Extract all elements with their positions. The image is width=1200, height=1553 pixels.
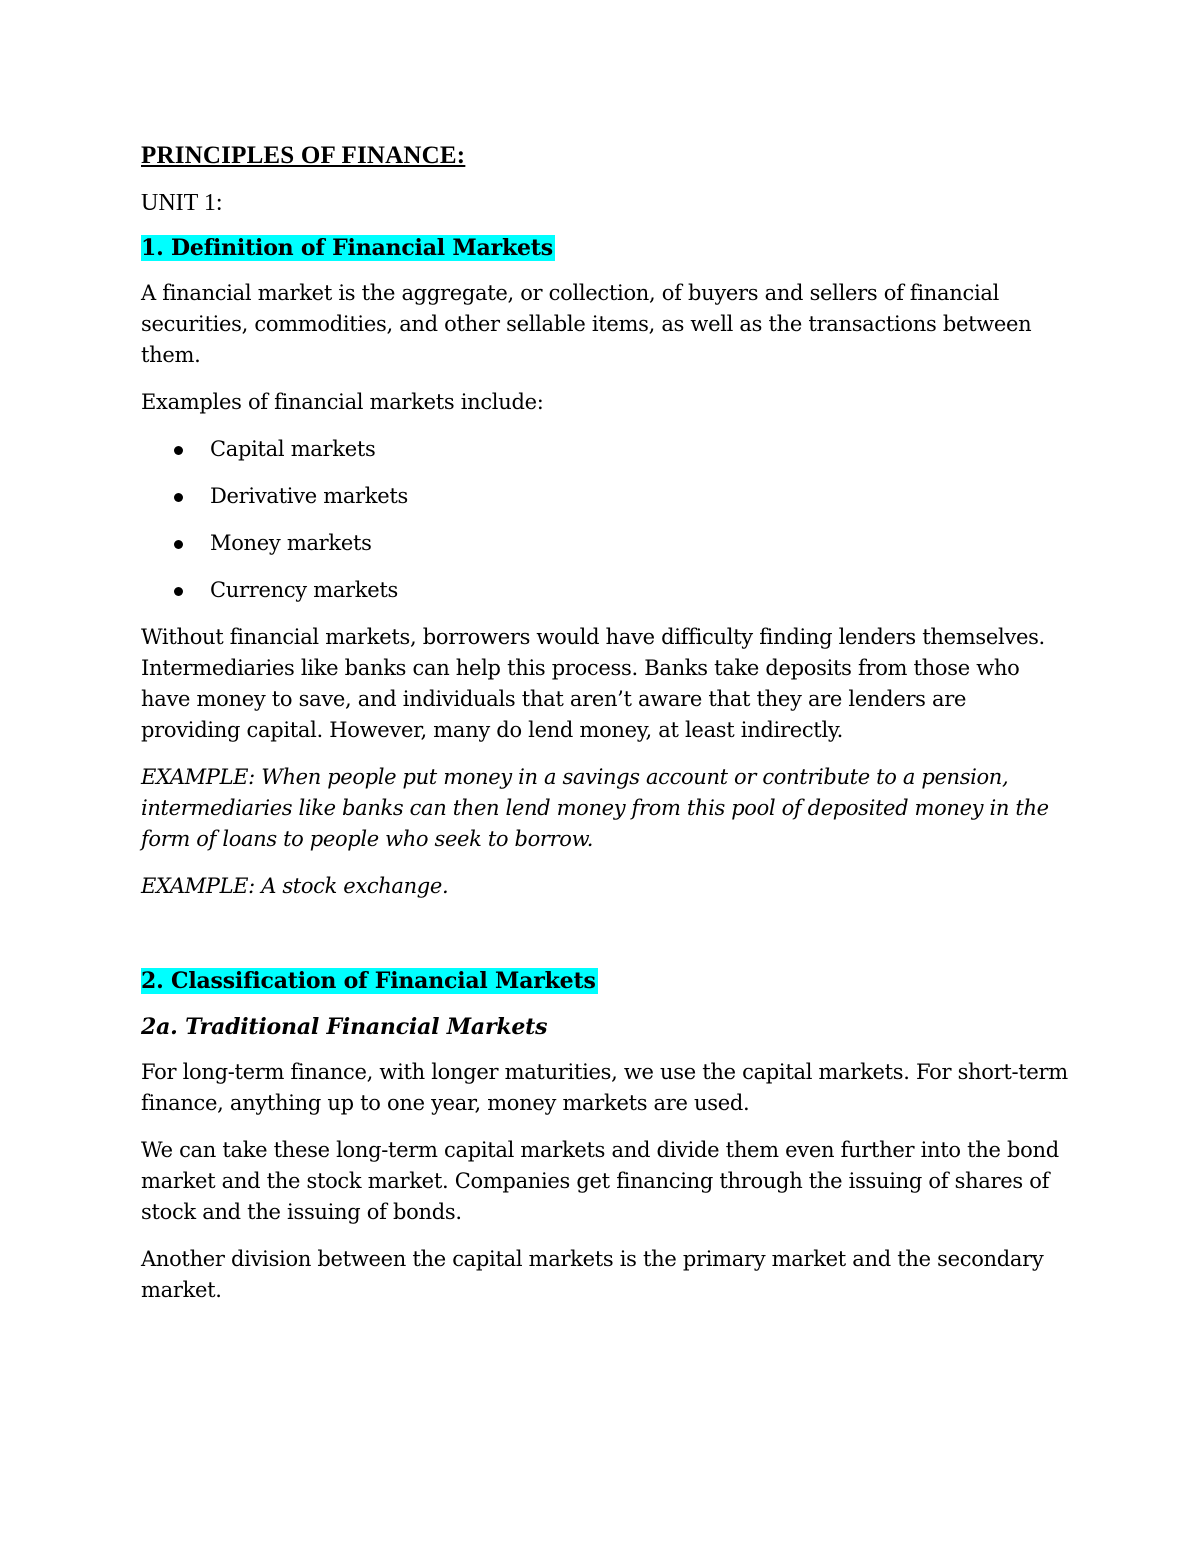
list-item: [141, 481, 1071, 512]
section-2-heading: [141, 965, 1071, 997]
section-2-paragraph-2: We can take these long-term capital markets and divide them even further into the bond market and the stock market. Companies get financing through the issuing of shares of stock and the issuing of bonds.: [141, 1138, 1059, 1224]
section-1-paragraph-1: A financial market is the aggregate, or collection, of buyers and sellers of financial securities, commodities, and other sellable items, as well as the transactions between them.: [141, 281, 1032, 367]
list-item: [141, 528, 1071, 559]
section-2a-subheading: 2a. Traditional Financial Markets: [141, 1014, 548, 1040]
section-2-heading-text: 2. Classification of Financial Markets: [141, 968, 596, 994]
bullet-icon: [174, 540, 183, 549]
bullet-icon: [174, 493, 183, 502]
bullet-icon: [174, 446, 183, 455]
list-item-text: Money markets: [210, 531, 372, 555]
section-1-paragraph-2: Without financial markets, borrowers would have difficulty finding lenders themselves. Intermediaries like banks can help this process. Banks take deposits from those who have money to save, and individuals that aren’t aware that they are lenders are providing capital. However, many do lend money, at least indirectly.: [141, 625, 1045, 742]
list-item-text: Capital markets: [210, 437, 376, 461]
list-item-text: Derivative markets: [210, 484, 408, 508]
section-2-paragraph-3: Another division between the capital markets is the primary market and the secondary market.: [141, 1247, 1044, 1302]
document-body: [141, 140, 1071, 1322]
examples-list: [141, 434, 1071, 606]
examples-intro: Examples of financial markets include:: [141, 390, 544, 414]
list-item: [141, 434, 1071, 465]
section-1-heading: [141, 232, 1071, 264]
section-2-paragraph-1: For long-term finance, with longer maturities, we use the capital markets. For short-term finance, anything up to one year, money markets are used.: [141, 1060, 1068, 1115]
document-title: PRINCIPLES OF FINANCE:: [141, 142, 466, 169]
section-spacer: [141, 918, 1071, 965]
list-item: [141, 575, 1071, 606]
list-item-text: Currency markets: [210, 578, 398, 602]
unit-label: UNIT 1:: [141, 190, 223, 216]
example-savings: EXAMPLE: When people put money in a savings account or contribute to a pension, intermediaries like banks can then lend money from this pool of deposited money in the form of loans to people who seek to borrow.: [141, 765, 1049, 851]
bullet-icon: [174, 587, 183, 596]
section-1-heading-text: 1. Definition of Financial Markets: [141, 235, 553, 261]
example-stock-exchange: EXAMPLE: A stock exchange.: [141, 874, 449, 898]
